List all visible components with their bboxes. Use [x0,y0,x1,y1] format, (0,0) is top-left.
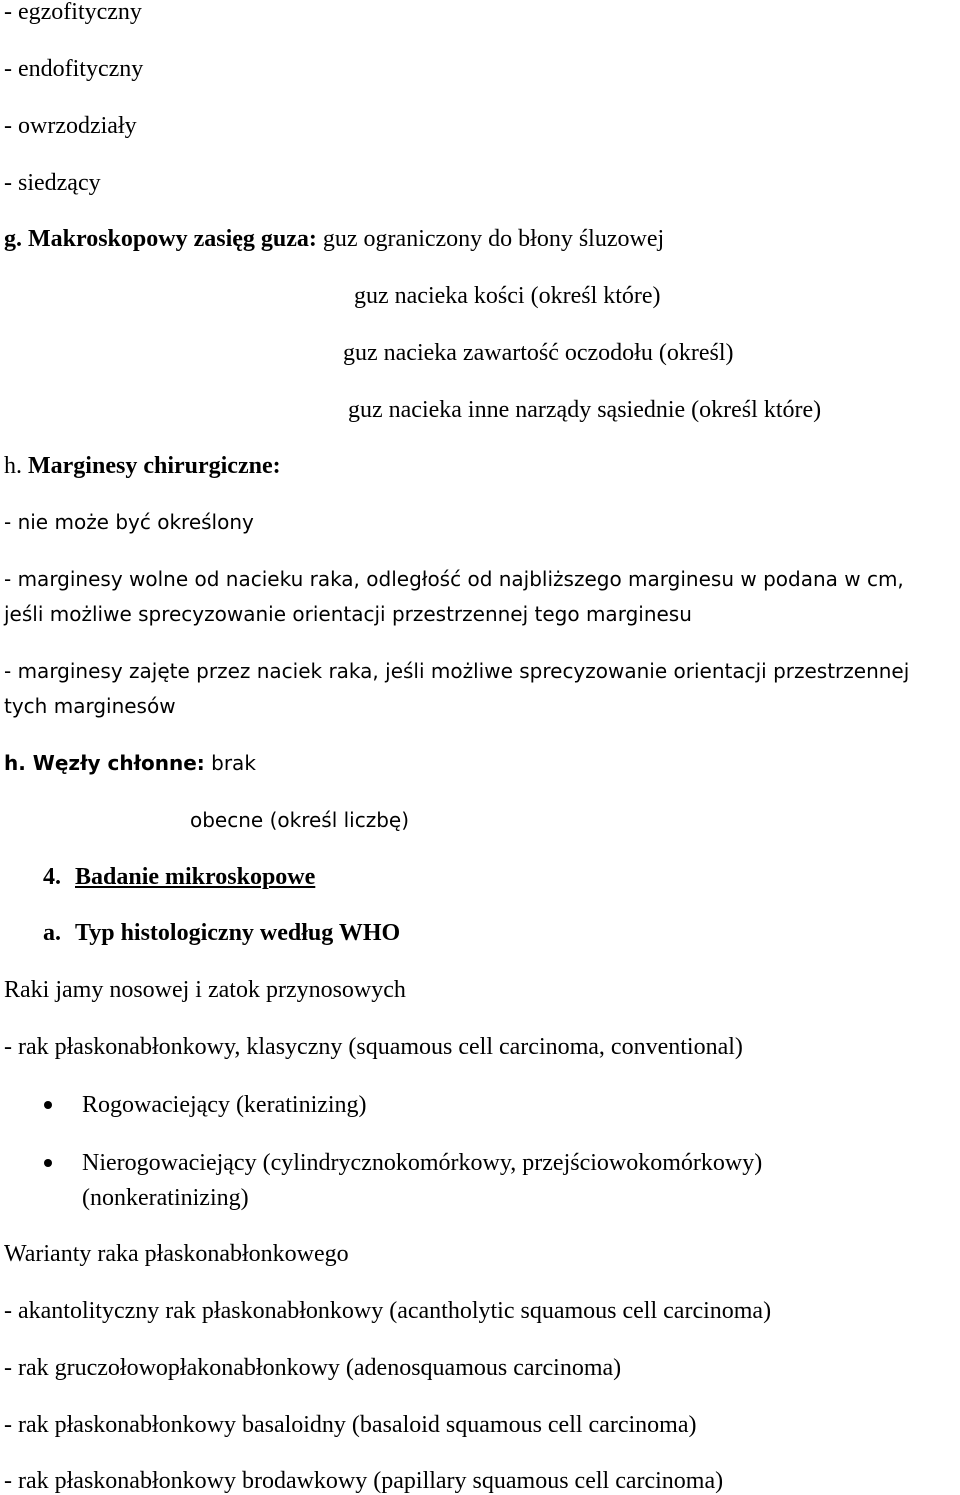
section-h-nodes-label: h. Węzły chłonne: [4,751,205,775]
section-g-option: guz nacieka kości (określ które) [354,283,661,309]
nodes-option: obecne (określ liczbę) [190,808,410,832]
section-4-heading [43,863,315,891]
bullet-item: Rogowaciejący (keratinizing) [82,1092,367,1118]
bullet-item-continuation: (nonkeratinizing) [82,1185,249,1211]
section-a-heading [43,919,400,947]
section-a-number: a. [43,920,61,946]
variant-item: - rak płaskonabłonkowy brodawkowy (papillary squamous cell carcinoma) [4,1468,724,1494]
section-g-option: guz nacieka zawartość oczodołu (określ) [343,340,734,366]
variants-heading: Warianty raka płaskonabłonkowego [4,1241,349,1267]
section-g-option: guz ograniczony do błony śluzowej [322,226,665,252]
section-h-label: Marginesy chirurgiczne: [28,453,281,479]
variant-item: - rak gruczołowopłakonabłonkowy (adenosquamous carcinoma) [4,1355,622,1381]
morphology-item: - siedzący [4,170,101,196]
section-h-margins-heading [4,452,281,480]
morphology-item: - owrzodziały [4,113,137,139]
margin-item: jeśli możliwe sprecyzowanie orientacji przestrzennej tego marginesu [4,602,692,626]
section-4-title: Badanie mikroskopowe [75,864,316,890]
margin-item: tych marginesów [4,694,176,718]
section-a-title: Typ histologiczny według WHO [75,920,401,946]
nodes-option: brak [211,751,256,775]
morphology-item: - egzofityczny [4,0,142,25]
scc-conventional: - rak płaskonabłonkowy, klasyczny (squamous cell carcinoma, conventional) [4,1034,743,1060]
variant-item: - akantolityczny rak płaskonabłonkowy (acantholytic squamous cell carcinoma) [4,1298,772,1324]
section-4-number: 4. [43,864,61,890]
variant-item: - rak płaskonabłonkowy basaloidny (basaloid squamous cell carcinoma) [4,1412,697,1438]
morphology-item: - endofityczny [4,56,144,82]
section-g-label: g. Makroskopowy zasięg guza: [4,226,317,252]
bullet-icon [44,1101,52,1109]
sinonasal-heading: Raki jamy nosowej i zatok przynosowych [4,977,406,1003]
section-h-nodes-line [4,749,256,777]
section-g-option: guz nacieka inne narządy sąsiednie (określ które) [348,397,822,423]
bullet-icon [44,1159,52,1167]
bullet-item: Nierogowaciejący (cylindrycznokomórkowy, przejściowokomórkowy) [82,1150,763,1176]
section-h-prefix: h. [4,453,22,479]
section-g-line [4,225,664,253]
margin-item: - marginesy wolne od nacieku raka, odległość od najbliższego marginesu w podana w cm, [4,567,904,591]
margin-item: - nie może być określony [4,510,254,534]
margin-item: - marginesy zajęte przez naciek raka, jeśli możliwe sprecyzowanie orientacji przestrzennej [4,659,910,683]
